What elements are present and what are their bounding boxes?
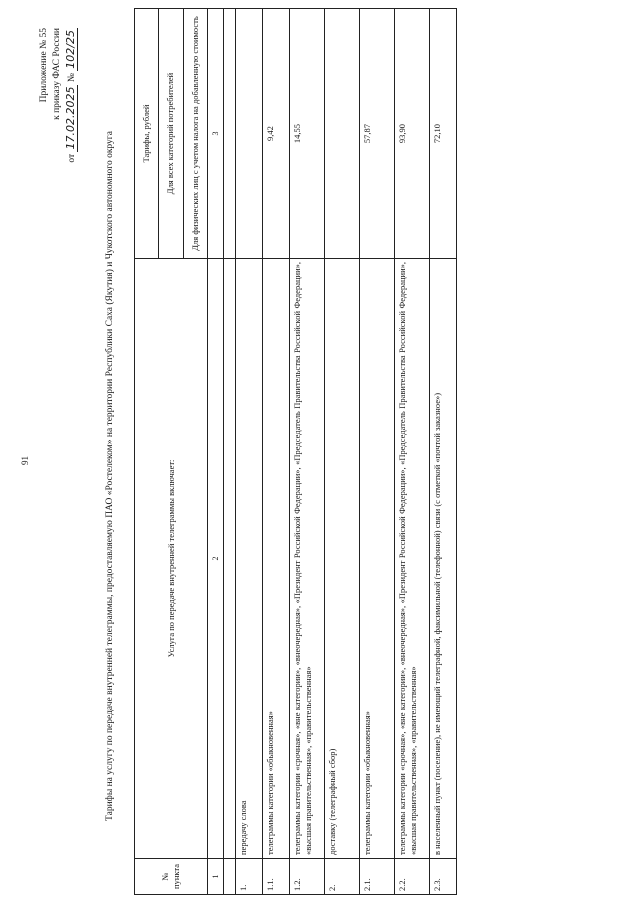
attachment-line-1: Приложение № 55 [39,28,49,103]
row-tariff: 93,90 [395,9,430,259]
row-tariff: 9,42 [263,9,290,259]
attachment-date-line [64,28,79,248]
header-service-description: Услуга по передаче внутренней телеграммы включает: [135,259,208,859]
document-title: Тарифы на услугу по передаче внутренней телеграммы, предоставляемую ПАО «Ростелеком» на территории Республики Саха (Якутия) и Чукотского автономного округа [105,131,115,821]
row-description: телеграммы категории «обыкновенная» [263,259,290,859]
table-row [360,9,395,895]
spacer-row [224,9,236,895]
table-row [290,9,325,895]
attachment-line-2: к приказу ФАС России [52,28,62,120]
table-row [430,9,457,895]
row-number: 2. [325,859,360,895]
row-number: 2.2. [395,859,430,895]
spacer-cell [224,9,236,259]
row-description: доставку (телеграфный сбор) [325,259,360,859]
row-number: 2.3. [430,859,457,895]
header-tariff-all-consumers: Для всех категорий потребителей [159,9,183,259]
row-tariff [236,9,263,259]
row-tariff: 14,55 [290,9,325,259]
row-description: телеграммы категории «срочная», «вне категории», «внеочередная», «Президент Российской Федерации», «Председатель Правительства Российской Федерации», «высшая правительственная», «правительственная» [395,259,430,859]
row-tariff [325,9,360,259]
table-row [325,9,360,895]
date-prefix: от [67,153,77,163]
header-tariff-group: Тарифы, рублей [135,9,159,259]
table-row [395,9,430,895]
row-description: телеграммы категории «срочная», «вне категории», «внеочередная», «Президент Российской Федерации», «Председатель Правительства Российской Федерации», «высшая правительственная», «правительственная» [290,259,325,859]
column-index: 3 [208,9,224,259]
spacer-cell [224,859,236,895]
column-index-row [208,9,224,895]
row-number: 2.1. [360,859,395,895]
table-row [236,9,263,895]
header-tariff-individuals-vat: Для физических лиц с учетом налога на добавленную стоимость [183,9,207,259]
tariff-table [134,8,457,895]
row-description: передачу слова [236,259,263,859]
table-row [263,9,290,895]
attachment-block [38,28,79,248]
row-description: в населенный пункт (поселение), не имеющий телеграфной, факсимильной (телефонной) связи (с отметкой «почтой заказное») [430,259,457,859]
handwritten-order-number: 102/25 [64,30,77,69]
row-number: 1.1. [263,859,290,895]
page-number: 91 [20,456,30,465]
table-header-row [135,9,159,895]
row-tariff: 57,87 [360,9,395,259]
spacer-cell [224,259,236,859]
row-number: 1. [236,859,263,895]
row-tariff: 72,10 [430,9,457,259]
column-index: 2 [208,259,224,859]
row-number: 1.2. [290,859,325,895]
column-index: 1 [208,859,224,895]
row-description: телеграммы категории «обыкновенная» [360,259,395,859]
number-prefix: № [67,73,77,83]
header-item-number: № пункта [135,859,208,895]
handwritten-date: 17.02.2025 [64,86,77,150]
